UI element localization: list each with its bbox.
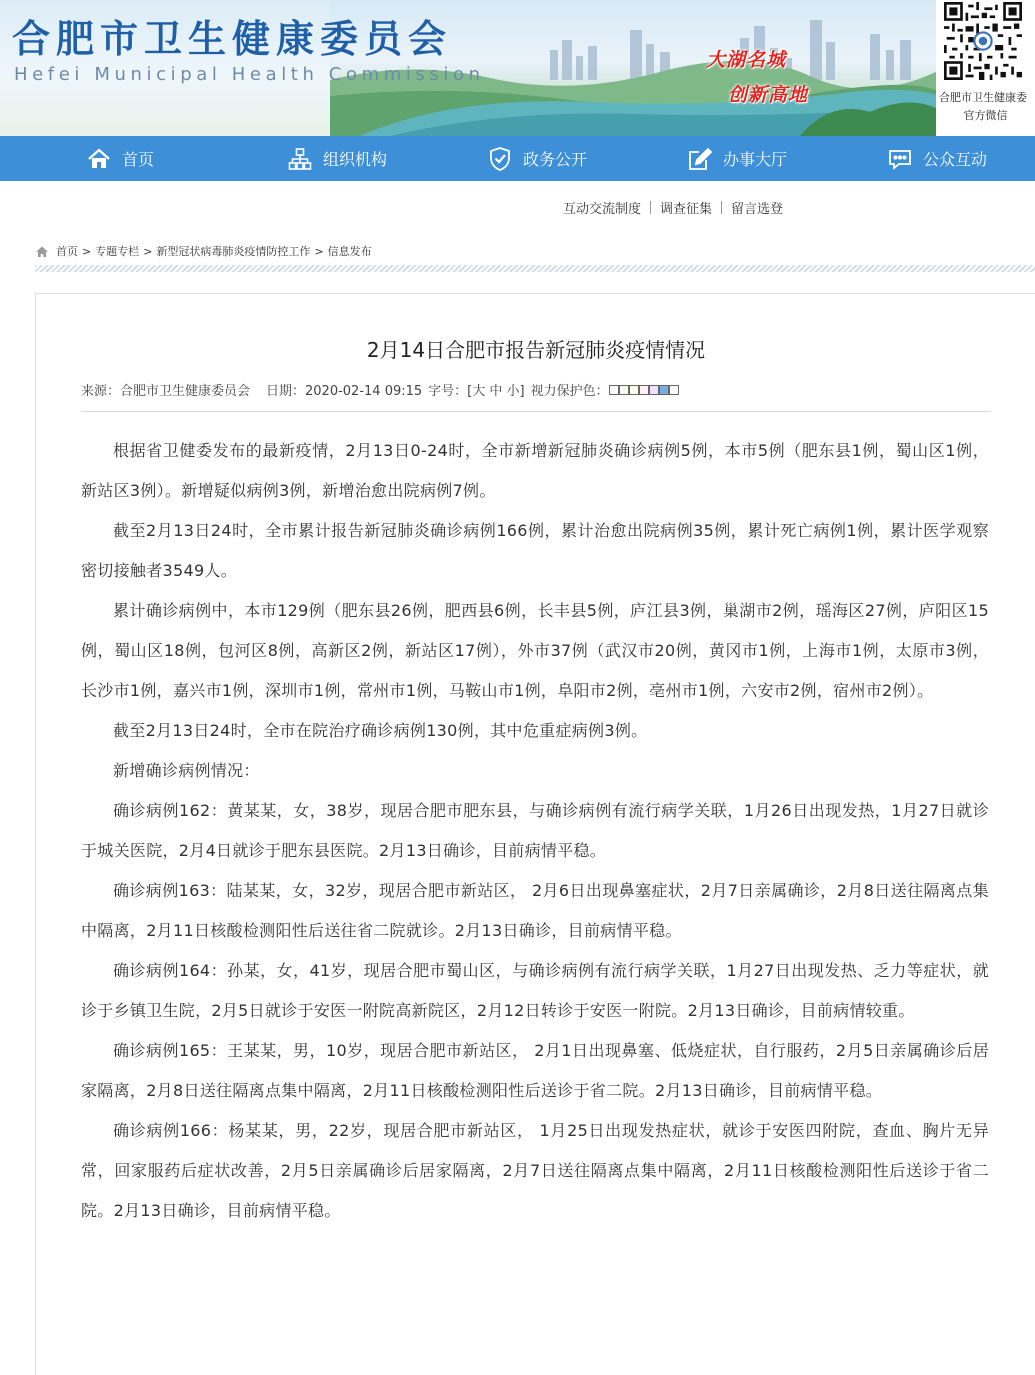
article-paragraph: 确诊病例166：杨某某，男，22岁，现居合肥市新站区， 1月25日出现发热症状，就诊于安医四附院，查血、胸片无异常，回家服药后症状改善，2月5日亲属确诊后居家隔离，2月7日送往隔离点集中隔离，2月11日核酸检测阳性后送诊于省二院。2月13日确诊，目前病情平稳。 xyxy=(81,1121,989,1220)
sublink-interaction-rules[interactable]: 互动交流制度 xyxy=(563,202,642,217)
eye-care-color-swatch[interactable] xyxy=(649,385,659,395)
site-title: 合肥市卫生健康委员会 xyxy=(12,17,453,61)
home-icon xyxy=(35,245,49,258)
breadcrumb-separator: > xyxy=(143,244,153,258)
qr-code-icon[interactable] xyxy=(944,2,1022,80)
article-paragraph: 截至2月13日24时，全市累计报告新冠肺炎确诊病例166例，累计治愈出院病例35例，累计死亡病例1例，累计医学观察密切接触者3549人。 xyxy=(81,521,989,580)
eye-care-color-swatch[interactable] xyxy=(619,385,629,395)
article-paragraph: 截至2月13日24时，全市在院治疗确诊病例130例，其中危重症病例3例。 xyxy=(113,721,648,740)
eye-care-label: 视力保护色： xyxy=(530,384,609,399)
nav-item-label: 组织机构 xyxy=(323,150,388,169)
article-paragraph: 新增确诊病例情况： xyxy=(113,761,260,780)
article-paragraph: 确诊病例163：陆某某，女，32岁，现居合肥市新站区， 2月6日出现鼻塞症状，2月7日亲属确诊，2月8日送往隔离点集中隔离，2月11日核酸检测阳性后送往省二院就诊。2月13日确诊，目前病情平稳。 xyxy=(81,881,989,940)
font-size-control[interactable]: 字号：[大 中 小] xyxy=(428,384,525,399)
article-meta xyxy=(81,380,679,399)
breadcrumb xyxy=(35,243,372,259)
eye-care-color-swatch[interactable] xyxy=(669,385,679,395)
org-chart-icon xyxy=(287,146,313,172)
article-paragraph: 累计确诊病例中，本市129例（肥东县26例，肥西县6例，长丰县5例，庐江县3例，巢湖市2例，瑶海区27例，庐阳区15例，蜀山区18例，包河区8例，高新区2例，新站区17例），外市37例（武汉市20例，黄冈市1例，上海市1例，太原市3例，长沙市1例，嘉兴市1例，深圳市1例，常州市1例，马鞍山市1例，阜阳市2例，亳州市1例，六安市2例，宿州市2例）。 xyxy=(81,601,989,700)
breadcrumb-covid-prevention[interactable]: 新型冠状病毒肺炎疫情防控工作 xyxy=(156,245,311,258)
breadcrumb-special-topics[interactable]: 专题专栏 xyxy=(95,245,140,258)
eye-care-swatches xyxy=(609,382,679,397)
wechat-qr-block xyxy=(936,0,1035,136)
interaction-sublinks xyxy=(563,198,783,217)
meta-divider xyxy=(81,411,991,412)
divider xyxy=(721,201,722,214)
article-paragraph: 确诊病例164：孙某，女，41岁，现居合肥市蜀山区，与确诊病例有流行病学关联，1月27日出现发热、乏力等症状，就诊于乡镇卫生院，2月5日就诊于安医一附院高新院区，2月12日转诊于安医一附院。2月13日确诊，目前病情较重。 xyxy=(81,961,989,1020)
breadcrumb-separator: > xyxy=(314,244,324,258)
article-paragraph: 确诊病例162：黄某某，女，38岁，现居合肥市肥东县，与确诊病例有流行病学关联，1月26日出现发热，1月27日就诊于城关医院，2月4日就诊于肥东县医院。2月13日确诊，目前病情平稳。 xyxy=(81,801,989,860)
eye-care-color-swatch[interactable] xyxy=(609,385,619,395)
nav-item-organization[interactable] xyxy=(287,136,387,181)
qr-caption-account: 合肥市卫生健康委 xyxy=(939,91,1027,104)
home-icon xyxy=(86,146,112,172)
nav-item-government-affairs[interactable] xyxy=(487,136,587,181)
article-title: 2月14日合肥市报告新冠肺炎疫情情况 xyxy=(366,338,706,362)
eye-care-color-swatch[interactable] xyxy=(639,385,649,395)
nav-item-label: 公众互动 xyxy=(923,150,988,169)
article-date: 日期：2020-02-14 09:15 xyxy=(266,384,423,399)
site-title-english: Hefei Municipal Health Commission xyxy=(14,64,485,85)
sublink-selected-messages[interactable]: 留言选登 xyxy=(731,202,784,217)
slogan-line-1: 大湖名城 xyxy=(706,49,787,71)
breadcrumb-divider xyxy=(35,265,1035,272)
chat-icon xyxy=(887,146,913,172)
qr-caption-wechat: 官方微信 xyxy=(963,109,1008,122)
nav-item-public-interaction[interactable] xyxy=(887,136,987,181)
article-container xyxy=(35,293,1035,1375)
nav-item-service-hall[interactable] xyxy=(687,136,787,181)
article-body xyxy=(81,431,989,1231)
article-paragraph: 确诊病例165：王某某，男，10岁，现居合肥市新站区， 2月1日出现鼻塞、低烧症状，自行服药，2月5日亲属确诊后居家隔离，2月8日送往隔离点集中隔离，2月11日核酸检测阳性后送诊于省二院。2月13日确诊，目前病情平稳。 xyxy=(81,1041,989,1100)
site-header xyxy=(0,0,1035,136)
nav-item-label: 首页 xyxy=(122,150,155,169)
breadcrumb-info-release[interactable]: 信息发布 xyxy=(327,245,372,258)
nav-item-label: 办事大厅 xyxy=(723,150,788,169)
main-nav xyxy=(0,136,1035,181)
eye-care-color-swatch[interactable] xyxy=(629,385,639,395)
divider xyxy=(650,201,651,214)
nav-item-label: 政务公开 xyxy=(523,150,588,169)
breadcrumb-home[interactable]: 首页 xyxy=(56,245,78,258)
slogan-line-2: 创新高地 xyxy=(728,84,809,106)
edit-icon xyxy=(687,146,713,172)
sublink-survey[interactable]: 调查征集 xyxy=(660,202,713,217)
nav-item-home[interactable] xyxy=(86,136,154,181)
breadcrumb-separator: > xyxy=(82,244,92,258)
article-source: 来源：合肥市卫生健康委员会 xyxy=(81,384,251,399)
eye-care-color-swatch[interactable] xyxy=(659,385,669,395)
shield-icon xyxy=(487,146,513,172)
article-paragraph: 根据省卫健委发布的最新疫情，2月13日0-24时，全市新增新冠肺炎确诊病例5例，本市5例（肥东县1例，蜀山区1例，新站区3例）。新增疑似病例3例，新增治愈出院病例7例。 xyxy=(81,441,989,500)
